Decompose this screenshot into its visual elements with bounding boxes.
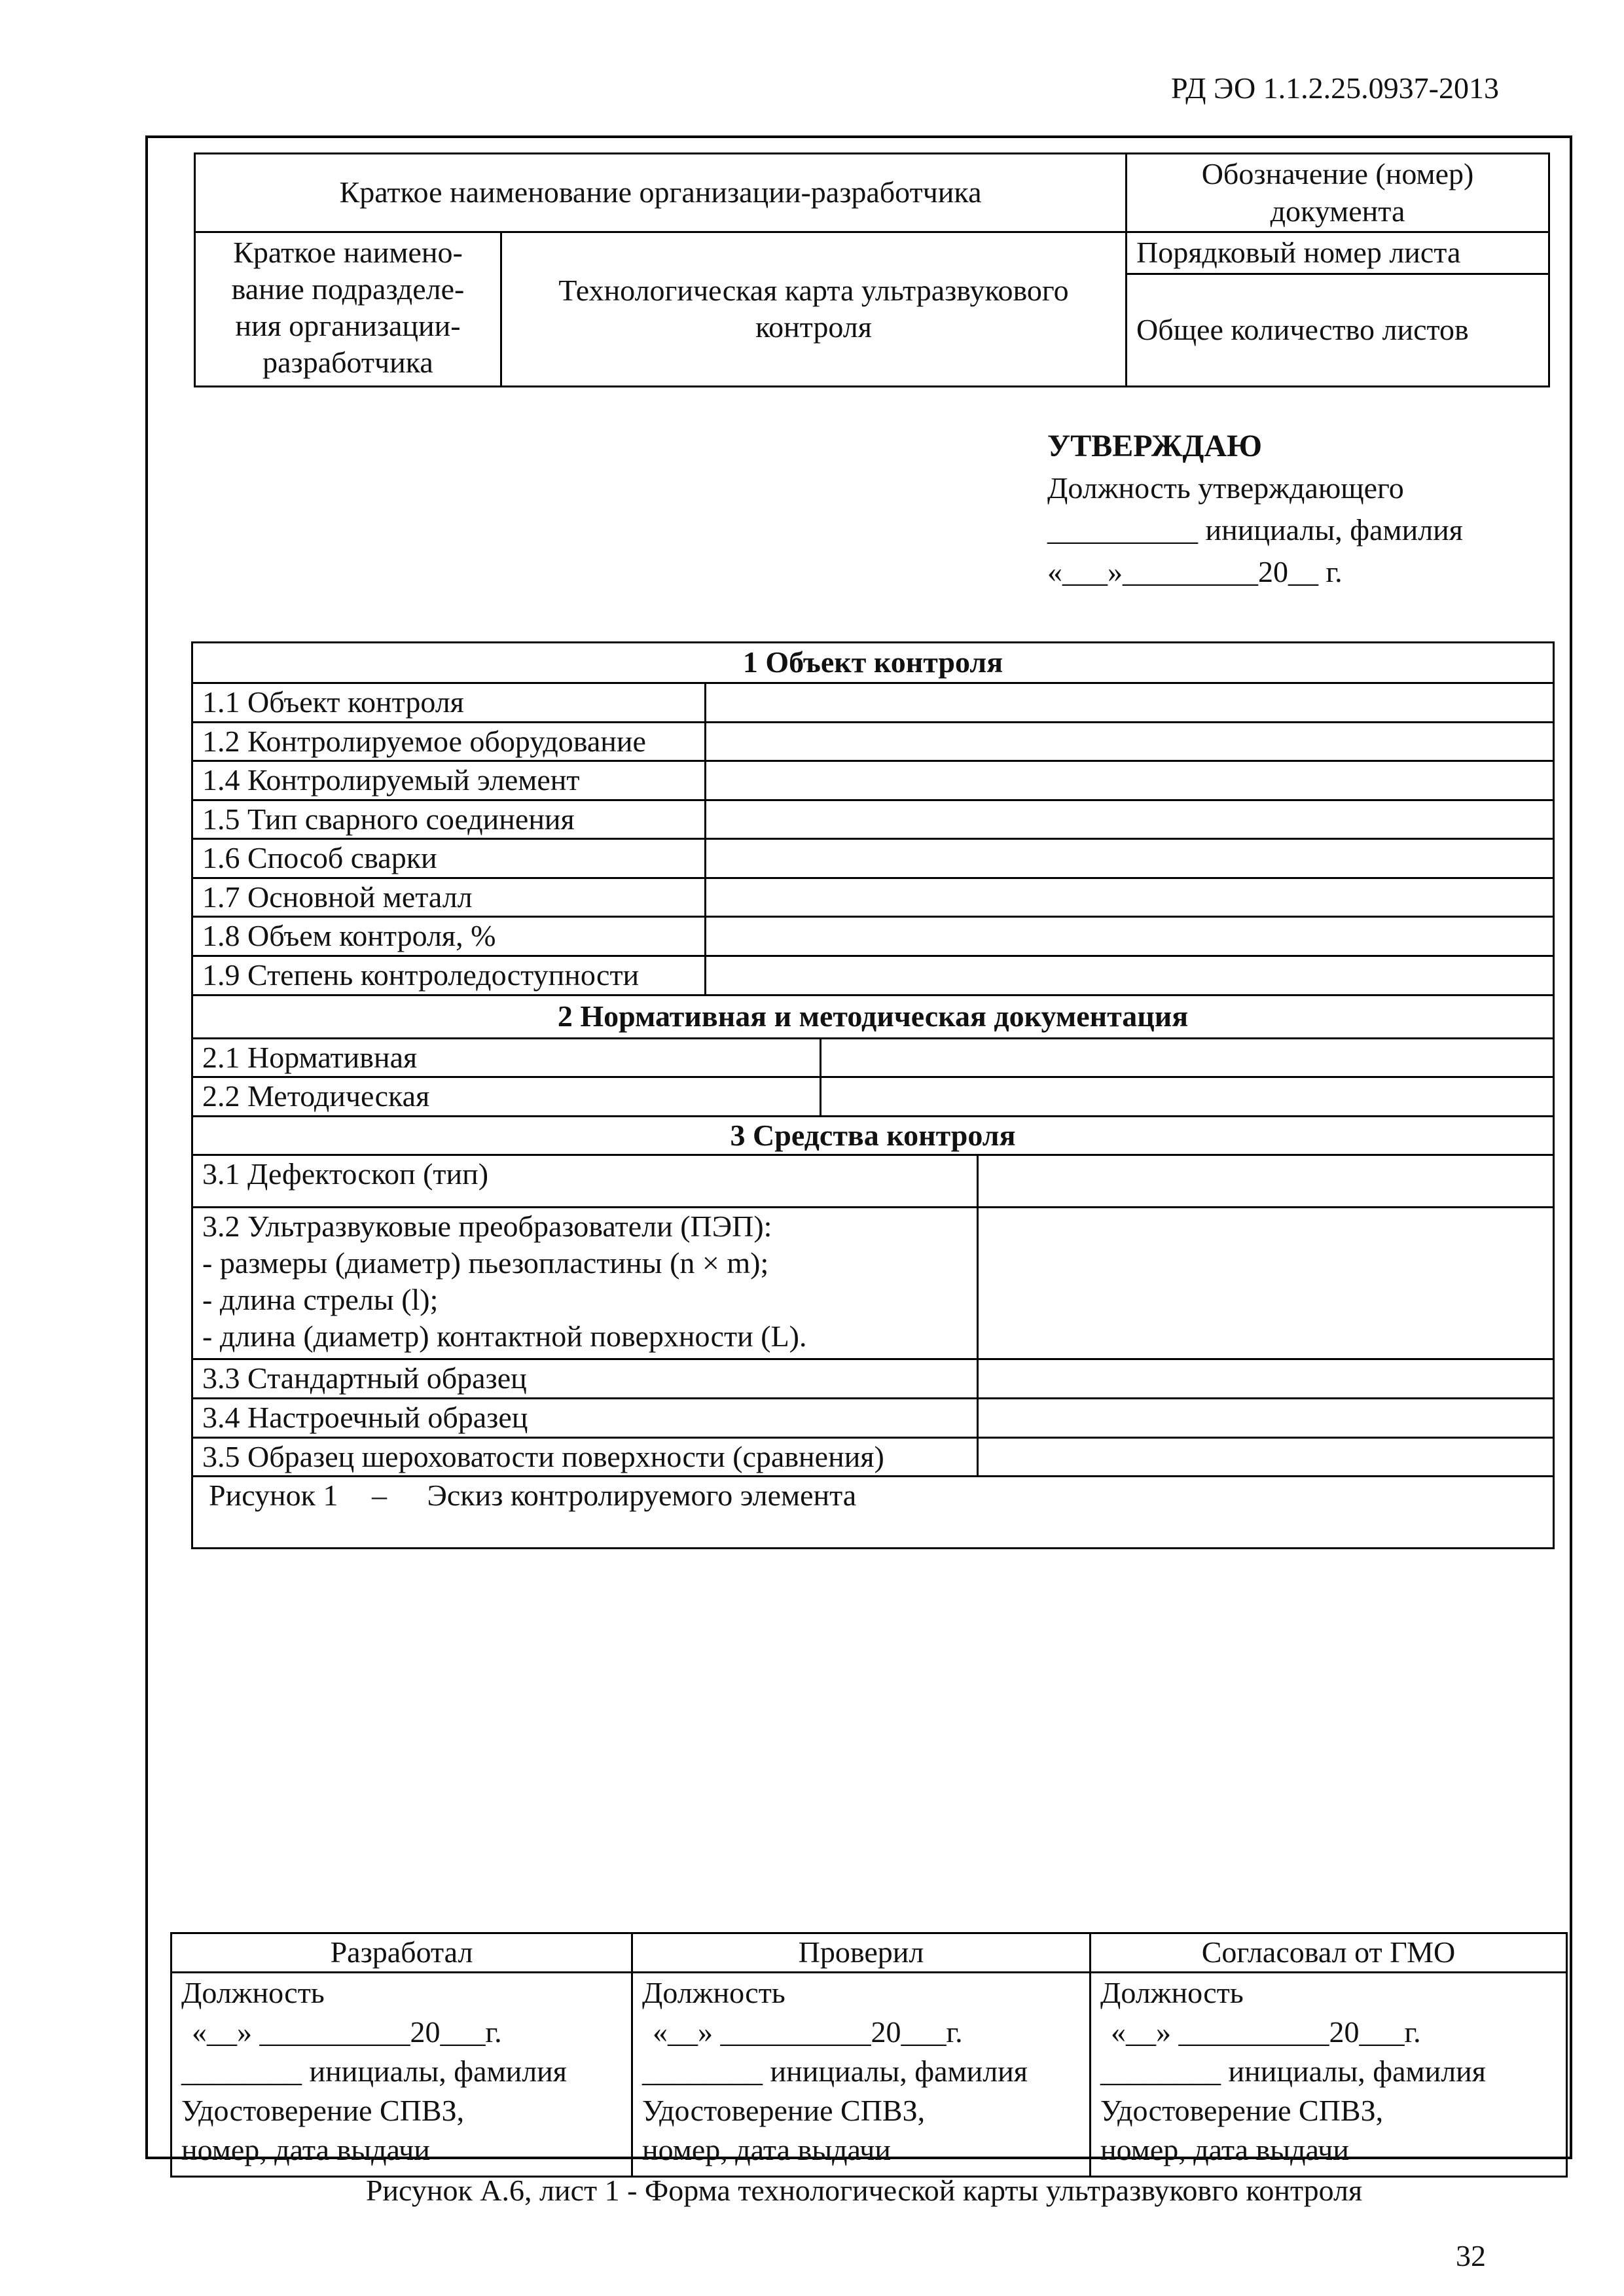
row-label: 3.3 Стандартный образец bbox=[192, 1359, 978, 1399]
row-label: 3.4 Настроечный образец bbox=[192, 1398, 978, 1437]
subdivision-line4: разработчика bbox=[262, 346, 433, 380]
row-value[interactable] bbox=[978, 1155, 1554, 1208]
figure-caption-row bbox=[192, 1477, 1554, 1549]
row-value[interactable] bbox=[821, 1077, 1554, 1117]
table-row bbox=[192, 1077, 1554, 1117]
row-value[interactable] bbox=[821, 1038, 1554, 1077]
signature-initials: ________ инициалы, фамилия bbox=[1100, 2054, 1486, 2088]
signature-date: «__» __________20___г. bbox=[192, 2015, 502, 2049]
row-label: 2.2 Методическая bbox=[192, 1077, 821, 1117]
transducers-line3: - длина стрелы (l); bbox=[202, 1283, 439, 1317]
figure-text: Эскиз контролируемого элемента bbox=[427, 1479, 857, 1513]
signature-position: Должность bbox=[642, 1976, 785, 2009]
page-number: 32 bbox=[1456, 2239, 1486, 2272]
transducers-line2: - размеры (диаметр) пьезопластины (n × m); bbox=[202, 1246, 769, 1280]
row-label: 1.5 Тип сварного соединения bbox=[192, 800, 706, 839]
approval-position: Должность утверждающего bbox=[1047, 471, 1404, 505]
signature-cert-line1: Удостоверение СПВЗ, bbox=[181, 2094, 465, 2127]
signature-position: Должность bbox=[1100, 1976, 1244, 2009]
org-short-name: Краткое наименование организации-разработчика bbox=[195, 154, 1127, 232]
approval-initials: __________ инициалы, фамилия bbox=[1047, 513, 1463, 547]
table-row bbox=[192, 683, 1554, 723]
table-row bbox=[192, 1437, 1554, 1477]
signature-position: Должность bbox=[181, 1976, 325, 2009]
row-label: 1.6 Способ сварки bbox=[192, 839, 706, 878]
table-row bbox=[192, 800, 1554, 839]
approval-block bbox=[1047, 425, 1463, 593]
main-form-table bbox=[191, 641, 1555, 1549]
table-row bbox=[192, 917, 1554, 956]
signature-block-checker bbox=[632, 1973, 1091, 2177]
table-row bbox=[192, 1208, 1554, 1359]
table-row bbox=[192, 956, 1554, 996]
section1-title: 1 Объект контроля bbox=[192, 643, 1554, 683]
table-row bbox=[192, 722, 1554, 761]
row-value[interactable] bbox=[706, 800, 1554, 839]
signature-col-title: Проверил bbox=[632, 1933, 1091, 1973]
row-value[interactable] bbox=[978, 1398, 1554, 1437]
doc-designation-line2: документа bbox=[1270, 194, 1405, 228]
signature-cert-line1: Удостоверение СПВЗ, bbox=[1100, 2094, 1384, 2127]
section2-title: 2 Нормативная и методическая документация bbox=[192, 995, 1554, 1038]
signature-date: «__» __________20___г. bbox=[1111, 2015, 1421, 2049]
sheet-number: Порядковый номер листа bbox=[1127, 232, 1549, 274]
signature-cert-line2: номер, дата выдачи bbox=[1100, 2133, 1349, 2166]
row-value[interactable] bbox=[706, 761, 1554, 800]
doc-designation-line1: Обозначение (номер) bbox=[1201, 157, 1474, 190]
table-row bbox=[192, 839, 1554, 878]
card-title-line2: контроля bbox=[755, 310, 872, 344]
signature-block-developer bbox=[171, 1973, 632, 2177]
row-value[interactable] bbox=[978, 1359, 1554, 1399]
row-value[interactable] bbox=[706, 839, 1554, 878]
signature-cert-line2: номер, дата выдачи bbox=[642, 2133, 891, 2166]
signature-cert-line2: номер, дата выдачи bbox=[181, 2133, 430, 2166]
row-label: 1.2 Контролируемое оборудование bbox=[192, 722, 706, 761]
document-code: РД ЭО 1.1.2.25.0937-2013 bbox=[1171, 71, 1499, 105]
row-label: 3.1 Дефектоскоп (тип) bbox=[192, 1155, 978, 1208]
row-value[interactable] bbox=[978, 1437, 1554, 1477]
figure-caption: Рисунок А.6, лист 1 - Форма технологической карты ультразвуковго контроля bbox=[365, 2174, 1363, 2207]
signature-col-title: Согласовал от ГМО bbox=[1091, 1933, 1567, 1973]
row-label-transducers bbox=[192, 1208, 978, 1359]
row-label: 1.9 Степень контроледоступности bbox=[192, 956, 706, 996]
signature-block-approver bbox=[1091, 1973, 1567, 2177]
row-value[interactable] bbox=[706, 956, 1554, 996]
signature-cert-line1: Удостоверение СПВЗ, bbox=[642, 2094, 926, 2127]
row-label: 1.8 Объем контроля, % bbox=[192, 917, 706, 956]
transducers-line1: 3.2 Ультразвуковые преобразователи (ПЭП): bbox=[202, 1210, 772, 1244]
table-row bbox=[192, 1155, 1554, 1208]
row-label: 3.5 Образец шероховатости поверхности (сравнения) bbox=[192, 1437, 978, 1477]
row-label: 1.1 Объект контроля bbox=[192, 683, 706, 723]
doc-designation bbox=[1127, 154, 1549, 232]
signature-col-title: Разработал bbox=[171, 1933, 632, 1973]
signature-initials: ________ инициалы, фамилия bbox=[642, 2054, 1028, 2088]
approval-date: «___»_________20__ г. bbox=[1047, 555, 1343, 588]
row-value[interactable] bbox=[706, 722, 1554, 761]
approval-title: УТВЕРЖДАЮ bbox=[1047, 429, 1263, 463]
table-row bbox=[192, 1359, 1554, 1399]
row-value[interactable] bbox=[706, 917, 1554, 956]
row-value[interactable] bbox=[706, 878, 1554, 917]
row-value[interactable] bbox=[706, 683, 1554, 723]
table-row bbox=[192, 878, 1554, 917]
subdivision-line1: Краткое наимено- bbox=[233, 236, 463, 270]
section3-title: 3 Средства контроля bbox=[192, 1116, 1554, 1155]
figure-label: Рисунок 1 bbox=[209, 1479, 338, 1513]
table-row bbox=[192, 761, 1554, 800]
row-label: 2.1 Нормативная bbox=[192, 1038, 821, 1077]
card-title bbox=[501, 232, 1127, 387]
card-title-line1: Технологическая карта ультразвукового bbox=[558, 273, 1069, 307]
row-label: 1.7 Основной металл bbox=[192, 878, 706, 917]
subdivision-line3: ния организации- bbox=[235, 309, 461, 343]
subdivision-line2: вание подразделе- bbox=[231, 272, 465, 306]
table-row bbox=[192, 1398, 1554, 1437]
row-label: 1.4 Контролируемый элемент bbox=[192, 761, 706, 800]
row-value[interactable] bbox=[978, 1208, 1554, 1359]
figure-dash: – bbox=[371, 1479, 387, 1513]
transducers-line4: - длина (диаметр) контактной поверхности (L). bbox=[202, 1319, 807, 1354]
header-table bbox=[194, 152, 1550, 387]
subdivision-name bbox=[195, 232, 501, 387]
sheet-total: Общее количество листов bbox=[1127, 274, 1549, 386]
signature-table bbox=[170, 1932, 1568, 2178]
signature-initials: ________ инициалы, фамилия bbox=[181, 2054, 567, 2088]
table-row bbox=[192, 1038, 1554, 1077]
signature-date: «__» __________20___г. bbox=[653, 2015, 963, 2049]
